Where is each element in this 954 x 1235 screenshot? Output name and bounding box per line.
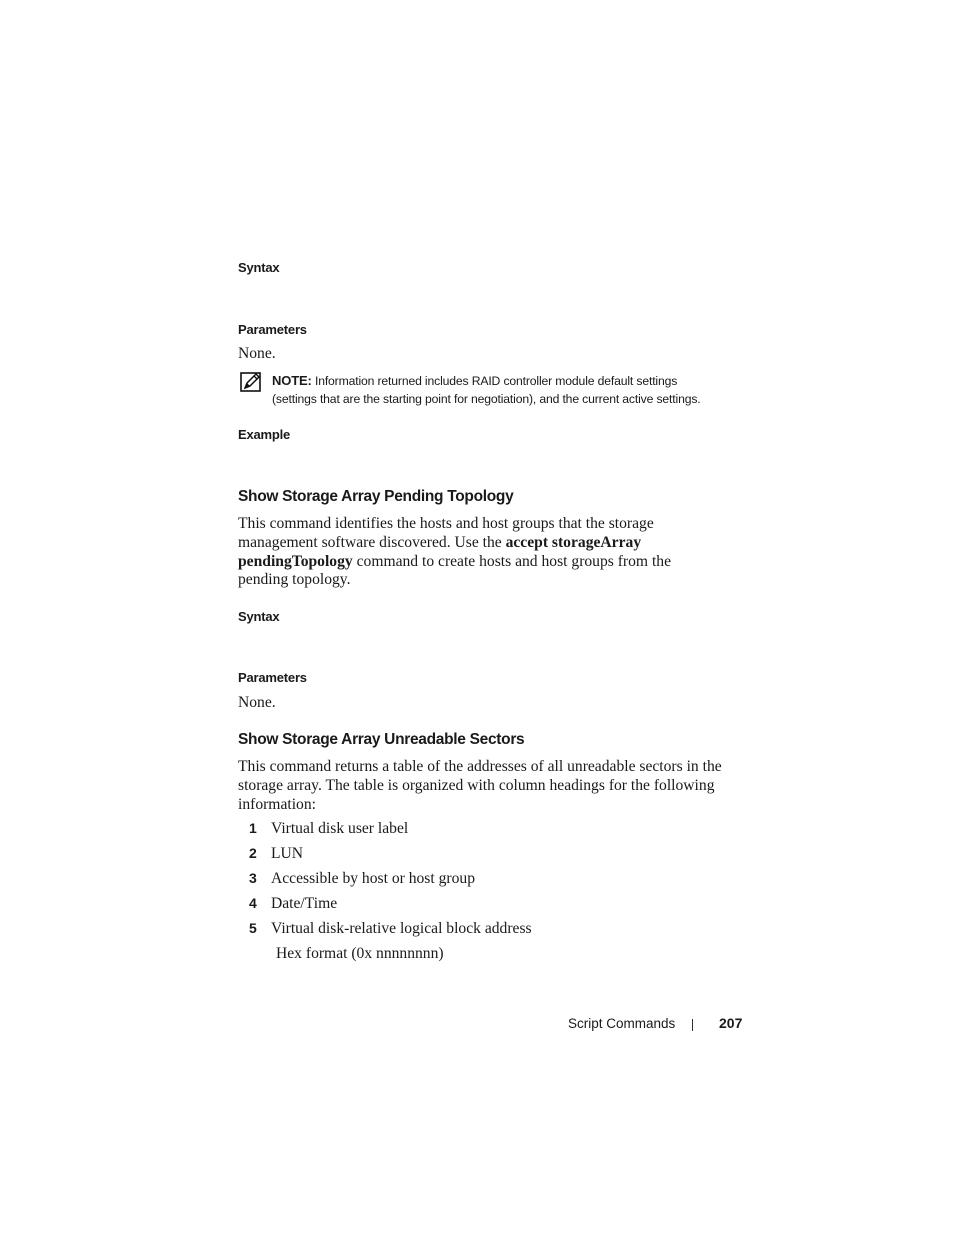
- unreadable-sectors-description: [238, 758, 758, 814]
- list-item-text: Virtual disk user label: [271, 820, 409, 837]
- list-item-number: 5: [249, 920, 257, 936]
- command-name: pendingTopology: [238, 552, 353, 570]
- footer-separator: [692, 1019, 693, 1031]
- desc-line: [238, 534, 758, 553]
- section-title-pending-topology: Show Storage Array Pending Topology: [238, 488, 514, 505]
- command-name: accept storageArray: [505, 533, 642, 551]
- list-item-text: Date/Time: [271, 895, 338, 912]
- footer-section-name: Script Commands: [568, 1016, 676, 1031]
- list-item-number: 3: [249, 870, 257, 886]
- pending-topology-description: [238, 515, 758, 590]
- example-heading: Example: [238, 427, 291, 442]
- desc-line: [238, 553, 758, 572]
- note-line-2: (settings that are the starting point for negotiation), and the current active settings.: [272, 392, 701, 406]
- note-block: [272, 372, 752, 408]
- syntax-heading: Syntax: [238, 260, 280, 275]
- list-item-text: Accessible by host or host group: [271, 870, 475, 887]
- sub-list-item-text: Hex format (0x nnnnnnnn): [276, 945, 444, 962]
- note-line-1: [272, 372, 752, 390]
- list-item-number: 4: [249, 895, 257, 911]
- desc-text: command to create hosts and host groups from the: [352, 552, 672, 570]
- desc-line: storage array. The table is organized with column headings for the following: [238, 776, 715, 794]
- list-item-text: LUN: [271, 845, 304, 862]
- parameters-heading: Parameters: [238, 322, 307, 337]
- parameters-heading: Parameters: [238, 670, 307, 685]
- desc-line: This command identifies the hosts and host groups that the storage: [238, 515, 654, 532]
- note-line-1-text: Information returned includes RAID controller module default settings: [314, 374, 678, 388]
- page-number: 207: [719, 1015, 743, 1031]
- desc-line: pending topology.: [238, 571, 351, 589]
- parameters-text: None.: [238, 694, 276, 711]
- list-item-text: Virtual disk-relative logical block address: [271, 920, 532, 937]
- note-pencil-icon: [240, 371, 262, 393]
- desc-line: This command returns a table of the addresses of all unreadable sectors in the: [238, 758, 722, 775]
- desc-line: information:: [238, 795, 316, 813]
- syntax-heading: Syntax: [238, 609, 280, 624]
- section-title-unreadable-sectors: Show Storage Array Unreadable Sectors: [238, 731, 525, 748]
- desc-text: management software discovered. Use the: [238, 533, 506, 551]
- note-label: NOTE:: [272, 373, 312, 388]
- list-item-number: 1: [249, 820, 257, 836]
- list-item-number: 2: [249, 845, 257, 861]
- parameters-text: None.: [238, 345, 276, 362]
